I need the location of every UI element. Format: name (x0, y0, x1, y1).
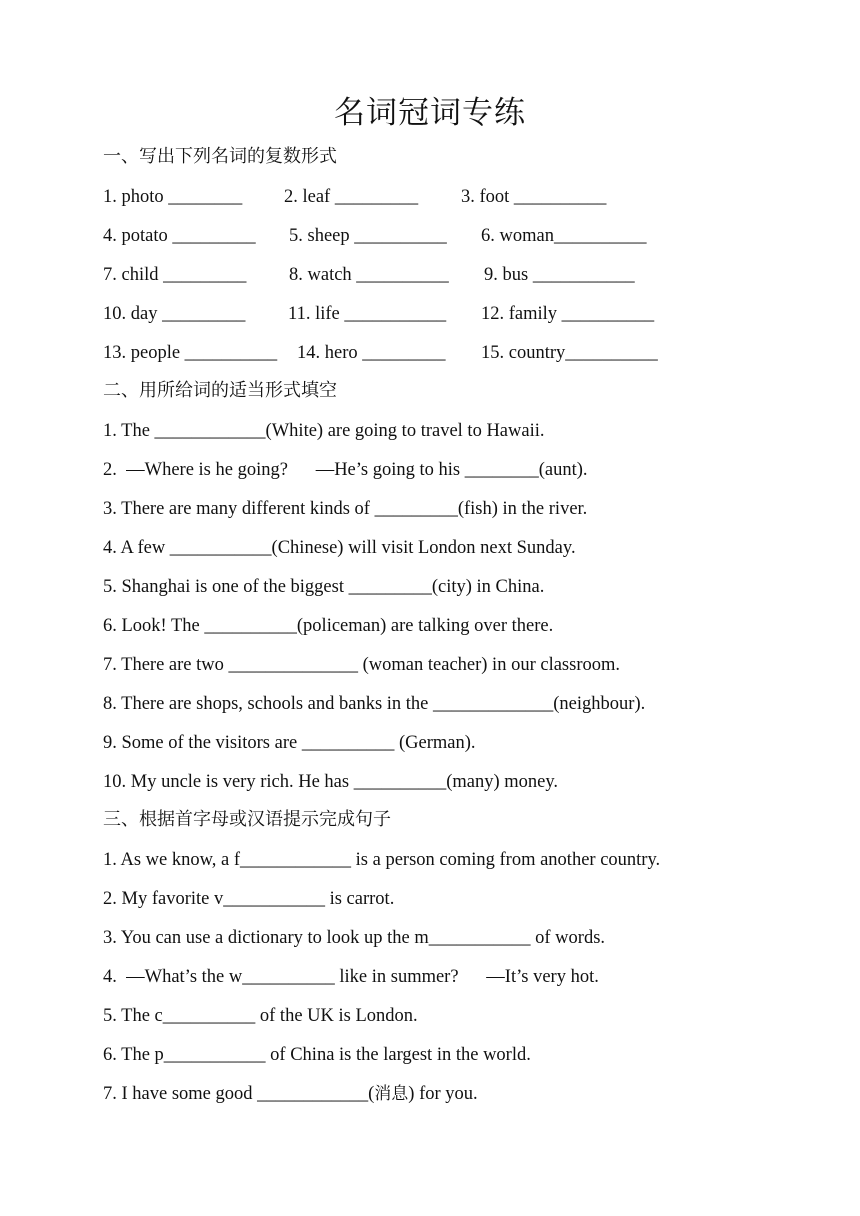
sentence-item (103, 1082, 478, 1106)
sentence-item: 3. You can use a dictionary to look up the m___________ of words. (103, 928, 606, 948)
plural-item: 9. bus ___________ (484, 265, 635, 285)
plural-item: 1. photo ________ (103, 187, 243, 207)
fill-in-item: 1. The ____________(White) are going to travel to Hawaii. (103, 421, 545, 441)
fill-in-item: 3. There are many different kinds of _________(fish) in the river. (103, 499, 588, 519)
plural-item: 15. country__________ (481, 343, 658, 363)
section-1-heading: 一、写出下列名词的复数形式 (103, 146, 337, 167)
sentence-item: 6. The p___________ of China is the largest in the world. (103, 1045, 531, 1065)
sentence-item-start: 7. I have some good ____________( (103, 1084, 375, 1104)
sentence-item: 1. As we know, a f____________ is a person coming from another country. (103, 850, 661, 870)
sentence-item-end: ) for you. (408, 1084, 478, 1104)
sentence-item: 5. The c__________ of the UK is London. (103, 1006, 418, 1026)
plural-item: 3. foot __________ (461, 187, 607, 207)
plural-item: 10. day _________ (103, 304, 246, 324)
plural-item: 13. people __________ (103, 343, 278, 363)
fill-in-item: 10. My uncle is very rich. He has __________(many) money. (103, 772, 559, 792)
fill-in-item: 4. A few ___________(Chinese) will visit London next Sunday. (103, 538, 576, 558)
section-2-heading: 二、用所给词的适当形式填空 (103, 380, 337, 401)
section-3-heading: 三、根据首字母或汉语提示完成句子 (103, 809, 391, 830)
chinese-hint: 消息 (374, 1084, 409, 1104)
plural-item: 8. watch __________ (289, 265, 449, 285)
fill-in-item: 6. Look! The __________(policeman) are talking over there. (103, 616, 554, 636)
plural-item: 14. hero _________ (297, 343, 446, 363)
sentence-item: 4. —What’s the w__________ like in summer? —It’s very hot. (103, 967, 599, 987)
plural-item: 12. family __________ (481, 304, 655, 324)
plural-item: 2. leaf _________ (284, 187, 419, 207)
plural-item: 4. potato _________ (103, 226, 256, 246)
plural-item: 7. child _________ (103, 265, 247, 285)
fill-in-item: 8. There are shops, schools and banks in the _____________(neighbour). (103, 694, 646, 714)
plural-item: 6. woman__________ (481, 226, 647, 246)
page-title: 名词冠词专练 (334, 95, 526, 131)
plural-item: 11. life ___________ (288, 304, 447, 324)
plural-item: 5. sheep __________ (289, 226, 447, 246)
fill-in-item: 9. Some of the visitors are __________ (German). (103, 733, 476, 753)
fill-in-item: 7. There are two ______________ (woman teacher) in our classroom. (103, 655, 620, 675)
fill-in-item: 5. Shanghai is one of the biggest _________(city) in China. (103, 577, 545, 597)
fill-in-item: 2. —Where is he going? —He’s going to his ________(aunt). (103, 460, 588, 480)
sentence-item: 2. My favorite v___________ is carrot. (103, 889, 395, 909)
